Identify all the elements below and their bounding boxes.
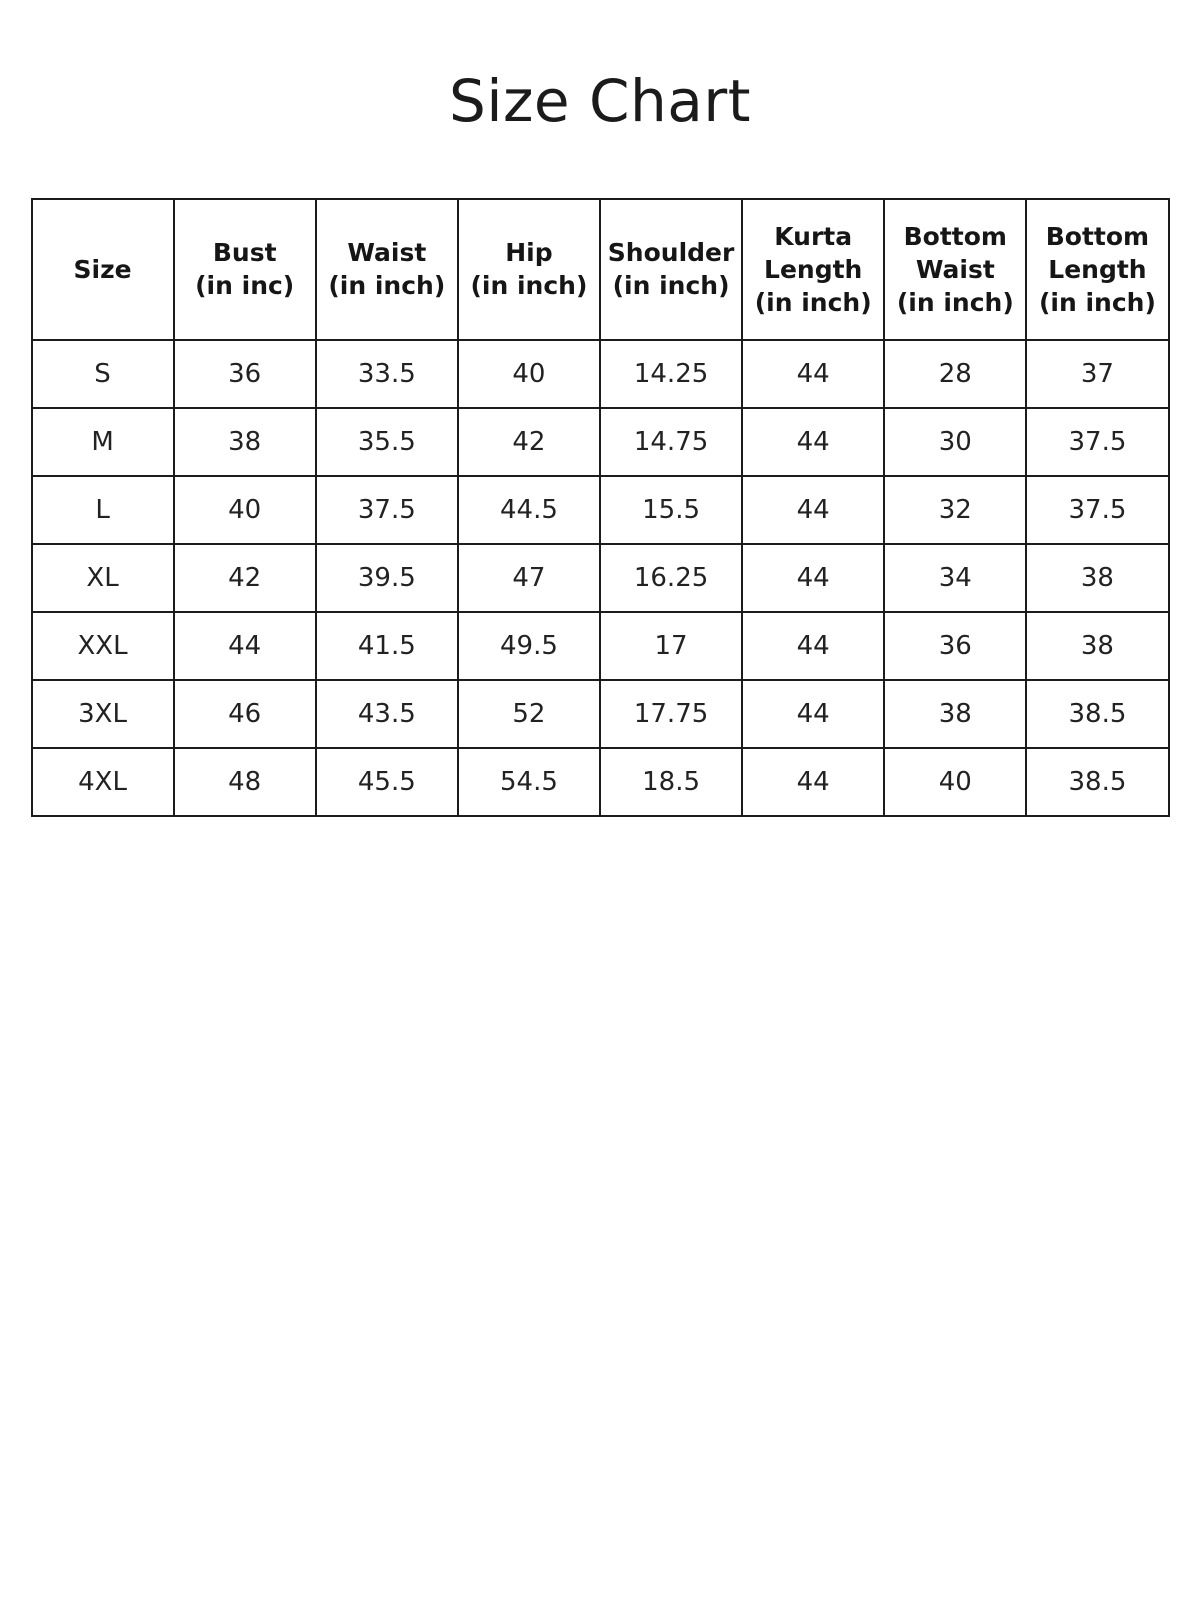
size-label-cell: M (32, 408, 174, 476)
size-label-cell: L (32, 476, 174, 544)
measurement-cell: 38 (174, 408, 316, 476)
table-row-xxl (32, 612, 1169, 680)
measurement-cell: 44.5 (458, 476, 600, 544)
measurement-cell: 44 (742, 544, 884, 612)
measurement-cell: 32 (884, 476, 1026, 544)
column-header-bottom-waist-in-inch: Bottom Waist (in inch) (884, 199, 1026, 340)
table-row-xl (32, 544, 1169, 612)
measurement-cell: 37.5 (1026, 476, 1168, 544)
measurement-cell: 38.5 (1026, 680, 1168, 748)
measurement-cell: 16.25 (600, 544, 742, 612)
measurement-cell: 42 (458, 408, 600, 476)
measurement-cell: 47 (458, 544, 600, 612)
measurement-cell: 15.5 (600, 476, 742, 544)
measurement-cell: 36 (884, 612, 1026, 680)
column-header-waist-in-inch: Waist (in inch) (316, 199, 458, 340)
table-body (32, 340, 1169, 816)
measurement-cell: 44 (174, 612, 316, 680)
measurement-cell: 49.5 (458, 612, 600, 680)
page-title: Size Chart (449, 67, 751, 135)
size-label-cell: XL (32, 544, 174, 612)
measurement-cell: 14.25 (600, 340, 742, 408)
measurement-cell: 38.5 (1026, 748, 1168, 816)
column-header-hip-in-inch: Hip (in inch) (458, 199, 600, 340)
measurement-cell: 44 (742, 748, 884, 816)
size-label-cell: 3XL (32, 680, 174, 748)
measurement-cell: 37 (1026, 340, 1168, 408)
measurement-cell: 45.5 (316, 748, 458, 816)
measurement-cell: 54.5 (458, 748, 600, 816)
measurement-cell: 52 (458, 680, 600, 748)
measurement-cell: 42 (174, 544, 316, 612)
measurement-cell: 28 (884, 340, 1026, 408)
measurement-cell: 37.5 (316, 476, 458, 544)
measurement-cell: 34 (884, 544, 1026, 612)
table-row-m (32, 408, 1169, 476)
measurement-cell: 36 (174, 340, 316, 408)
measurement-cell: 48 (174, 748, 316, 816)
size-label-cell: 4XL (32, 748, 174, 816)
table-header-row (32, 199, 1169, 340)
table-row-s (32, 340, 1169, 408)
column-header-bust-in-inc: Bust (in inc) (174, 199, 316, 340)
measurement-cell: 37.5 (1026, 408, 1168, 476)
measurement-cell: 17 (600, 612, 742, 680)
table-row-l (32, 476, 1169, 544)
measurement-cell: 44 (742, 476, 884, 544)
measurement-cell: 44 (742, 680, 884, 748)
measurement-cell: 44 (742, 340, 884, 408)
measurement-cell: 40 (458, 340, 600, 408)
measurement-cell: 39.5 (316, 544, 458, 612)
measurement-cell: 38 (884, 680, 1026, 748)
measurement-cell: 40 (174, 476, 316, 544)
measurement-cell: 43.5 (316, 680, 458, 748)
column-header-bottom-length-in-inch: Bottom Length (in inch) (1026, 199, 1168, 340)
table-row-3xl (32, 680, 1169, 748)
table-header (32, 199, 1169, 340)
measurement-cell: 35.5 (316, 408, 458, 476)
column-header-size: Size (32, 199, 174, 340)
measurement-cell: 44 (742, 408, 884, 476)
measurement-cell: 46 (174, 680, 316, 748)
measurement-cell: 33.5 (316, 340, 458, 408)
measurement-cell: 14.75 (600, 408, 742, 476)
table-row-4xl (32, 748, 1169, 816)
size-label-cell: S (32, 340, 174, 408)
measurement-cell: 17.75 (600, 680, 742, 748)
column-header-kurta-length-in-inch: Kurta Length (in inch) (742, 199, 884, 340)
column-header-shoulder-in-inch: Shoulder (in inch) (600, 199, 742, 340)
measurement-cell: 18.5 (600, 748, 742, 816)
measurement-cell: 44 (742, 612, 884, 680)
measurement-cell: 41.5 (316, 612, 458, 680)
measurement-cell: 38 (1026, 544, 1168, 612)
size-chart-table (31, 198, 1170, 817)
measurement-cell: 38 (1026, 612, 1168, 680)
measurement-cell: 40 (884, 748, 1026, 816)
measurement-cell: 30 (884, 408, 1026, 476)
size-label-cell: XXL (32, 612, 174, 680)
